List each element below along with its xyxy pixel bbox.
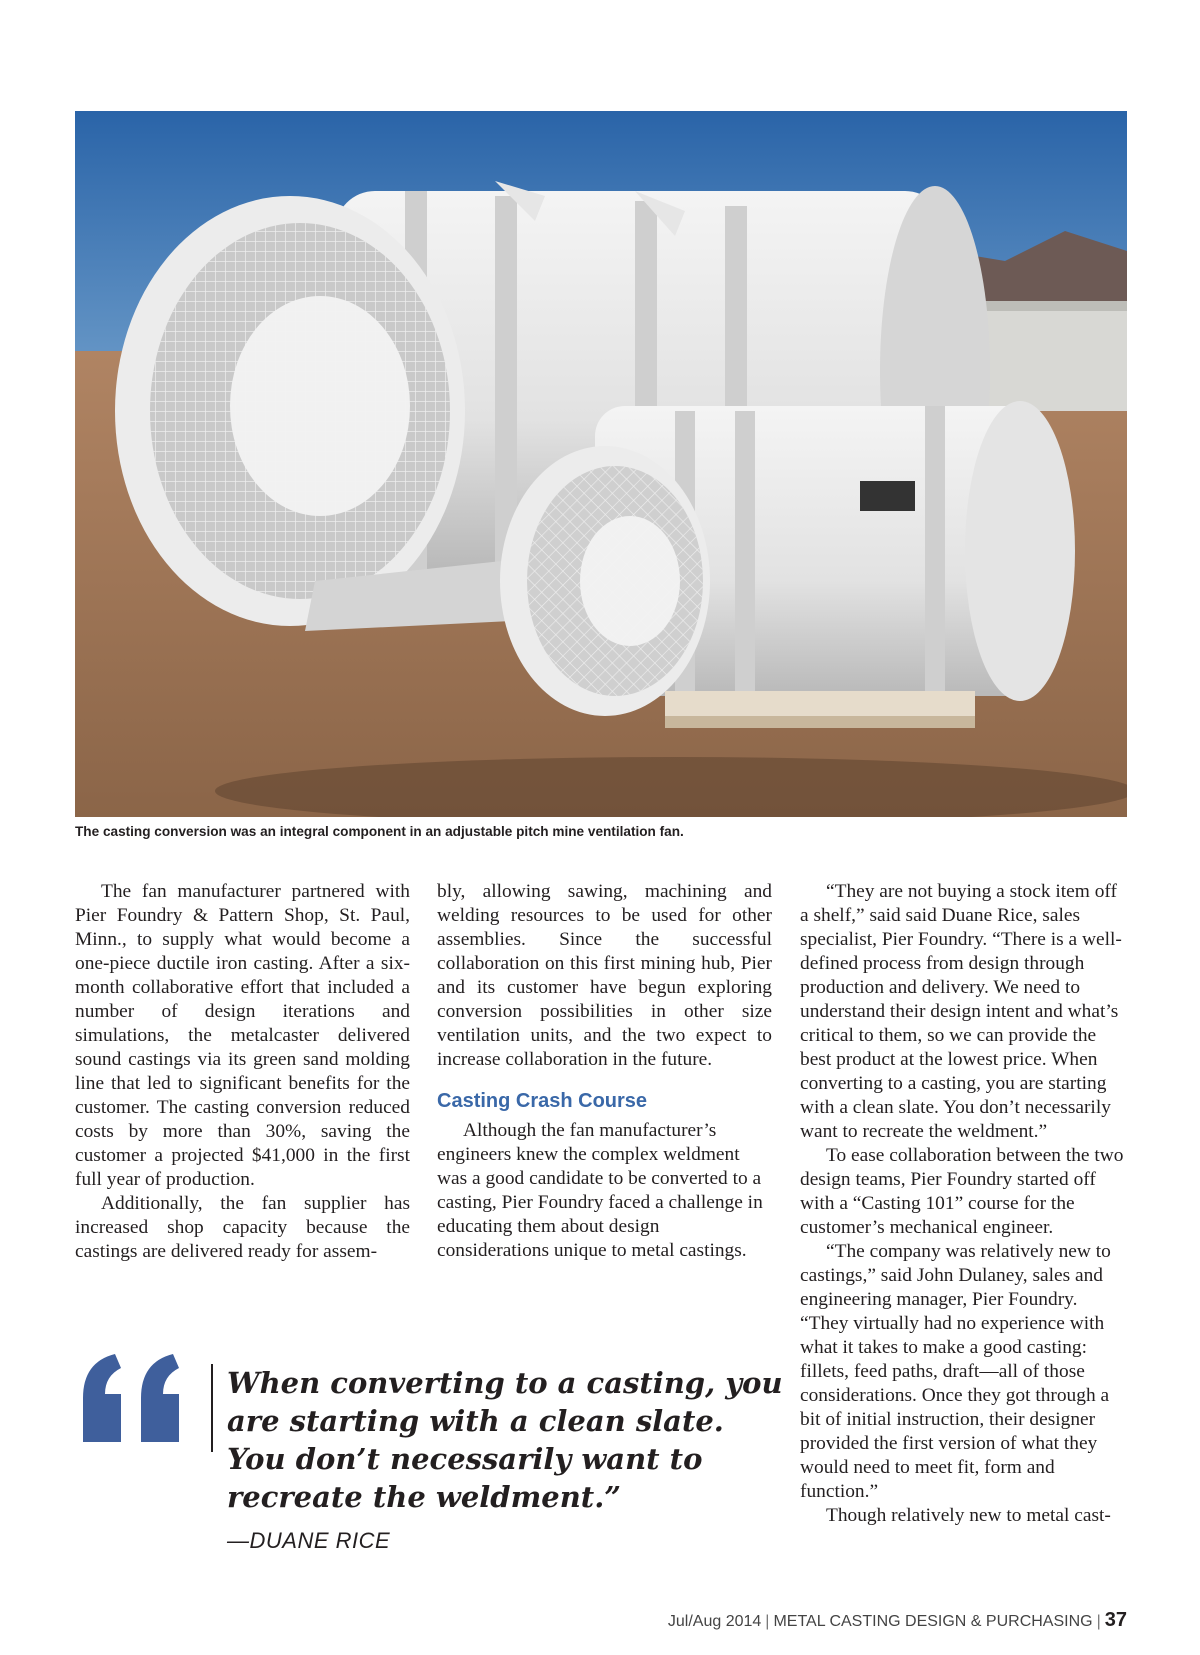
article-column-1 — [75, 880, 410, 1264]
page-footer: Jul/Aug 2014 | METAL CASTING DESIGN & PURCHASING | 37 — [667, 1609, 1127, 1631]
body-paragraph: bly, allowing sawing, machining and welding resources to be used for other assemblies. Since the successful collaboration on this first mining hub, Pier and its customer have begun exploring conversion possibilities in other size ventilation units, and the two expect to increase collaboration in the future. — [437, 881, 772, 1070]
page-number: 37 — [1104, 1609, 1127, 1631]
fan-illustration — [75, 111, 1127, 817]
quote-mark-icon — [75, 1352, 195, 1448]
issue-date: Jul/Aug 2014 — [667, 1613, 762, 1630]
article-column-2 — [437, 880, 772, 1263]
body-paragraph: “The company was relatively new to castings,” said John Dulaney, sales and engineering manager, Pier Foundry. “They virtually had no experience with what it takes to make a good casting: fillets, feed paths, draft—all of those considerations. Once they got through a bit of initial instruction, their designer provided the first version of what they would need to meet fit, form and function.” — [800, 1241, 1111, 1502]
publication-name: METAL CASTING DESIGN & PURCHASING — [773, 1613, 1093, 1630]
pull-quote: When converting to a casting, you are starting with a clean slate. You don’t necessarily want to recreate the weldment.” — [227, 1366, 783, 1514]
body-paragraph: Though relatively new to metal cast- — [826, 1505, 1111, 1526]
body-paragraph: Additionally, the fan supplier has increased shop capacity because the castings are delivered ready for assem- — [75, 1193, 410, 1262]
pull-quote-attribution: —DUANE RICE — [227, 1528, 391, 1553]
body-paragraph: The fan manufacturer partnered with Pier Foundry & Pattern Shop, St. Paul, Minn., to supply what would become a one-piece ductile iron casting. After a six-month collaborative effort that included a number of design iterations and simulations, the metalcaster delivered sound castings via its green sand molding line that led to significant benefits for the customer. The casting conversion reduced costs by more than 30%, saving the customer a projected $41,000 in the first full year of production. — [75, 881, 410, 1190]
section-heading: Casting Crash Course — [437, 1090, 648, 1112]
body-paragraph: Although the fan manufacturer’s engineers knew the complex weldment was a good candidate to be converted to a casting, Pier Foundry faced a challenge in educating them about design considerations unique to metal castings. — [437, 1120, 763, 1261]
quote-divider — [211, 1364, 213, 1452]
body-paragraph: To ease collaboration between the two design teams, Pier Foundry started off with a “Casting 101” course for the customer’s mechanical engineer. — [800, 1145, 1124, 1238]
photo-caption: The casting conversion was an integral component in an adjustable pitch mine ventilation fan. — [75, 824, 684, 839]
fan-photo — [75, 111, 1127, 817]
body-paragraph: “They are not buying a stock item off a shelf,” said said Duane Rice, sales specialist, Pier Foundry. “There is a well-defined process from design through production and delivery. We need to understand their design intent and what’s critical to them, so we can provide the best product at the lowest price. When converting to a casting, you are starting with a clean slate. You don’t necessarily want to recreate the weldment.” — [800, 881, 1122, 1142]
article-column-3 — [800, 880, 1130, 1528]
